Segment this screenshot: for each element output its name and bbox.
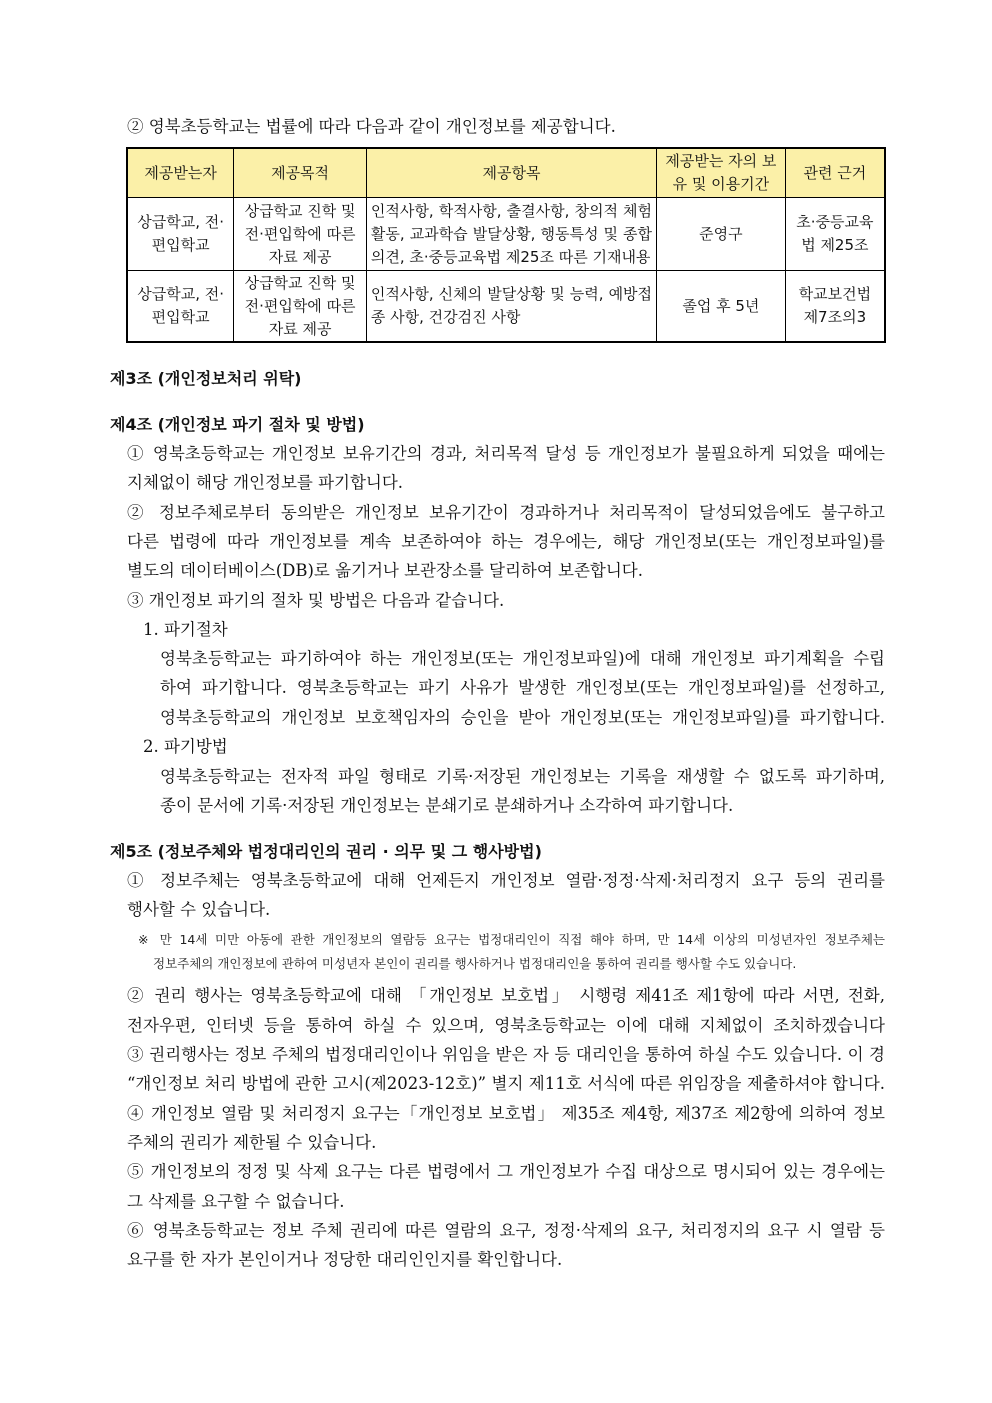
paragraph-line: 다른 법령에 따라 개인정보를 계속 보존하여야 하는 경우에는, 해당 개인정보(또는 개인정보파일)를	[127, 532, 885, 551]
cell-purpose: 상급학교 진학 및 전·편입학에 따른 자료 제공	[234, 271, 367, 343]
paragraph-line: 영북초등학교는 전자적 파일 형태로 기록·저장된 개인정보는 기록을 재생할 수 없도록 파기하며,	[160, 767, 885, 786]
header-basis: 관련 근거	[785, 148, 885, 198]
paragraph-line: ⑤ 개인정보의 정정 및 삭제 요구는 다른 법령에서 그 개인정보가 수집 대상으로 명시되어 있는 경우에는	[127, 1162, 885, 1181]
cell-retention: 졸업 후 5년	[657, 271, 786, 343]
paragraph-line: 영북초등학교는 파기하여야 하는 개인정보(또는 개인정보파일)에 대해 개인정보 파기계획을 수립	[160, 649, 885, 668]
paragraph-line: “개인정보 처리 방법에 관한 고시(제2023-12호)” 별지 제11호 서식에 따른 위임장을 제출하셔야 합니다.	[127, 1074, 885, 1093]
table-header-row	[127, 148, 885, 198]
paragraph-line: ③ 개인정보 파기의 절차 및 방법은 다음과 같습니다.	[127, 591, 505, 610]
cell-recipient: 상급학교, 전·편입학교	[127, 271, 234, 343]
paragraph-line: ① 정보주체는 영북초등학교에 대해 언제든지 개인정보 열람·정정·삭제·처리정지 요구 등의 권리를	[127, 871, 885, 890]
header-purpose: 제공목적	[234, 148, 367, 198]
paragraph-line: 별도의 데이터베이스(DB)로 옮기거나 보관장소를 달리하여 보존합니다.	[127, 561, 643, 580]
paragraph-line: ② 정보주체로부터 동의받은 개인정보 보유기간이 경과하거나 처리목적이 달성되었음에도 불구하고	[127, 503, 885, 522]
paragraph-line: 1. 파기절차	[143, 620, 228, 639]
note-line: ※ 만 14세 미만 아동에 관한 개인정보의 열람등 요구는 법정대리인이 직접 해야 하며, 만 14세 이상의 미성년자인 정보주체는	[138, 932, 885, 947]
paragraph-line: ⑥ 영북초등학교는 정보 주체 권리에 따른 열람의 요구, 정정·삭제의 요구, 처리정지의 요구 시 열람 등	[127, 1221, 885, 1240]
header-retention: 제공받는 자의 보유 및 이용기간	[657, 148, 786, 198]
paragraph-line: ③ 권리행사는 정보 주체의 법정대리인이나 위임을 받은 자 등 대리인을 통하여 하실 수도 있습니다. 이 경	[127, 1045, 885, 1064]
paragraph-line: 그 삭제를 요구할 수 없습니다.	[127, 1192, 345, 1211]
table-row	[127, 271, 885, 343]
paragraph-line: ④ 개인정보 열람 및 처리정지 요구는「개인정보 보호법」 제35조 제4항, 제37조 제2항에 의하여 정보	[127, 1104, 885, 1123]
header-items: 제공항목	[366, 148, 656, 198]
paragraph-line: 2. 파기방법	[143, 737, 228, 756]
paragraph-line: 지체없이 해당 개인정보를 파기합니다.	[127, 473, 404, 492]
cell-recipient: 상급학교, 전·편입학교	[127, 198, 234, 271]
article-4-title: 제4조 (개인정보 파기 절차 및 방법)	[110, 415, 365, 434]
article-3-title: 제3조 (개인정보처리 위탁)	[110, 369, 302, 388]
cell-purpose: 상급학교 진학 및 전·편입학에 따른 자료 제공	[234, 198, 367, 271]
paragraph-line: ① 영북초등학교는 개인정보 보유기간의 경과, 처리목적 달성 등 개인정보가 불필요하게 되었을 때에는	[127, 444, 885, 463]
header-recipient: 제공받는자	[127, 148, 234, 198]
paragraph-line: 하여 파기합니다. 영북초등학교는 파기 사유가 발생한 개인정보(또는 개인정보파일)를 선정하고,	[160, 678, 885, 697]
paragraph-line: 행사할 수 있습니다.	[127, 900, 271, 919]
paragraph-line: 종이 문서에 기록·저장된 개인정보는 분쇄기로 분쇄하거나 소각하여 파기합니다.	[160, 796, 734, 815]
table-row	[127, 198, 885, 271]
paragraph-line: ② 권리 행사는 영북초등학교에 대해 「개인정보 보호법」 시행령 제41조 제1항에 따라 서면, 전화,	[127, 986, 885, 1005]
paragraph-line: 요구를 한 자가 본인이거나 정당한 대리인인지를 확인합니다.	[127, 1250, 563, 1269]
cell-items: 인적사항, 신체의 발달상황 및 능력, 예방접종 사항, 건강검진 사항	[366, 271, 656, 343]
provision-table	[126, 147, 886, 343]
note-line: 정보주체의 개인정보에 관하여 미성년자 본인이 권리를 행사하거나 법정대리인을 통하여 권리를 행사할 수도 있습니다.	[153, 956, 797, 971]
cell-basis: 초·중등교육법 제25조	[785, 198, 885, 271]
cell-retention: 준영구	[657, 198, 786, 271]
paragraph-line: 영북초등학교의 개인정보 보호책임자의 승인을 받아 개인정보(또는 개인정보파일)를 파기합니다.	[160, 708, 885, 727]
paragraph-line: 주체의 권리가 제한될 수 있습니다.	[127, 1133, 377, 1152]
paragraph-line: 전자우편, 인터넷 등을 통하여 하실 수 있으며, 영북초등학교는 이에 대해 지체없이 조치하겠습니다	[127, 1016, 885, 1035]
article-5-title: 제5조 (정보주체와 법정대리인의 권리 · 의무 및 그 행사방법)	[110, 842, 542, 861]
intro-text: ② 영북초등학교는 법률에 따라 다음과 같이 개인정보를 제공합니다.	[127, 117, 616, 136]
cell-items: 인적사항, 학적사항, 출결사항, 창의적 체험활동, 교과학습 발달상황, 행동특성 및 종합의견, 초·중등교육법 제25조 따른 기재내용	[366, 198, 656, 271]
cell-basis: 학교보건법 제7조의3	[785, 271, 885, 343]
